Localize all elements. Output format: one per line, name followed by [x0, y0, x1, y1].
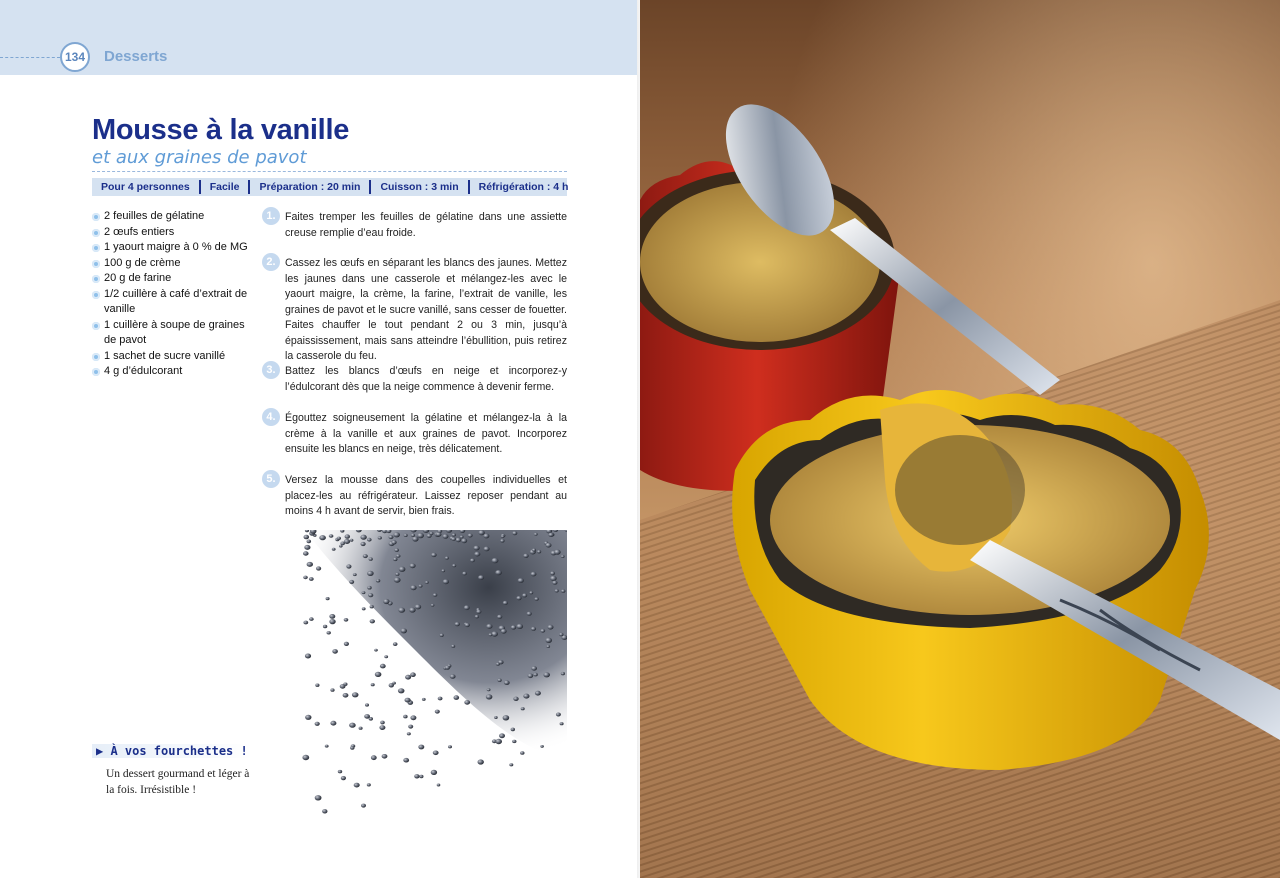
- step-number: 4.: [262, 408, 280, 426]
- poppy-seed: [329, 619, 335, 624]
- poppy-seed: [304, 535, 310, 540]
- poppy-seed: [511, 728, 515, 732]
- step-text: Égouttez soigneusement la gélatine et mélangez-la à la crème à la vanille et aux graines de pavot. Incorporez ensuite les blancs en neige, très délicatement.: [285, 412, 567, 455]
- poppy-seed: [425, 581, 429, 584]
- poppy-seed: [305, 654, 311, 659]
- poppy-seed: [455, 622, 460, 626]
- poppy-seed: [422, 698, 426, 701]
- poppy-seed: [418, 745, 424, 750]
- poppy-seed: [352, 692, 359, 697]
- poppy-seed: [521, 707, 525, 710]
- poppy-seed: [362, 607, 366, 610]
- ingredient-text: 2 œufs entiers: [104, 225, 175, 238]
- poppy-seed: [436, 532, 442, 536]
- poppy-seed: [527, 612, 532, 616]
- poppy-seed: [368, 593, 373, 597]
- step-1: [262, 210, 567, 241]
- poppy-seed: [534, 597, 538, 600]
- poppy-seed: [338, 770, 342, 773]
- poppy-seed: [474, 546, 480, 551]
- poppy-seed: [411, 534, 415, 537]
- poppy-seed: [344, 618, 349, 622]
- poppy-seed: [369, 557, 373, 560]
- poppy-seed: [395, 573, 399, 576]
- poppy-seed: [550, 571, 555, 575]
- poppy-seed: [323, 625, 327, 628]
- poppy-seed: [403, 758, 409, 763]
- poppy-seed: [409, 607, 416, 612]
- step-number: 5.: [262, 470, 280, 488]
- poppy-seed: [370, 619, 375, 623]
- poppy-seed: [412, 536, 418, 541]
- poppy-seed: [389, 683, 394, 687]
- poppy-seed: [437, 784, 441, 787]
- ingredient-text: 2 feuilles de gélatine: [104, 210, 205, 222]
- ingredient-item: [92, 256, 252, 272]
- poppy-seed: [452, 564, 456, 567]
- bullet-icon: [92, 260, 100, 268]
- header-band: [0, 0, 640, 75]
- poppy-seed: [430, 532, 434, 535]
- poppy-seed: [315, 795, 322, 800]
- poppy-seed: [307, 540, 312, 544]
- poppy-seed: [332, 649, 338, 654]
- poppy-seed: [353, 573, 357, 576]
- title-divider: [92, 171, 567, 172]
- poppy-seed: [489, 633, 493, 636]
- poppy-seed: [327, 631, 331, 634]
- poppy-seed: [516, 596, 521, 600]
- ingredient-item: [92, 240, 252, 256]
- poppy-seed: [561, 589, 565, 592]
- poppy-seed: [486, 624, 492, 629]
- poppy-seed: [379, 725, 385, 730]
- poppy-seed: [405, 675, 411, 680]
- poppy-seed: [529, 591, 533, 594]
- poppy-seed: [554, 550, 561, 555]
- poppy-seed: [468, 534, 473, 538]
- bullet-icon: [92, 368, 100, 376]
- poppy-seed: [398, 607, 405, 612]
- poppy-seed: [408, 725, 413, 729]
- poppy-seed: [531, 627, 536, 631]
- bullet-icon: [92, 322, 100, 330]
- poppy-seed: [522, 593, 527, 597]
- poppy-seed: [478, 530, 484, 535]
- poppy-seed: [322, 809, 327, 813]
- poppy-seed: [374, 649, 378, 652]
- poppy-seed: [392, 540, 397, 544]
- poppy-seed: [537, 550, 541, 553]
- poppy-seed: [509, 763, 513, 766]
- step-4: [262, 411, 567, 458]
- poppy-seed: [498, 679, 502, 682]
- poppy-seed: [326, 597, 330, 600]
- ingredient-item: [92, 225, 252, 241]
- info-preparation: Préparation : 20 min: [250, 180, 371, 194]
- poppy-seed: [393, 558, 397, 562]
- poppy-seed: [548, 533, 554, 537]
- step-number: 2.: [262, 253, 280, 271]
- poppy-seed: [305, 715, 311, 720]
- poppy-seed: [528, 674, 534, 679]
- poppy-seed: [513, 697, 518, 701]
- poppy-seed: [435, 710, 440, 714]
- dessert-photo: [640, 0, 1280, 878]
- step-text: Versez la mousse dans des coupelles individuelles et placez-les au réfrigérateur. Laissez reposer pendant au moins 4 h avant de servir, bien frais.: [285, 474, 567, 517]
- poppy-seed: [520, 751, 524, 755]
- info-cooking: Cuisson : 3 min: [371, 180, 469, 194]
- poppy-seed: [550, 576, 557, 581]
- poppy-seed: [495, 570, 502, 575]
- poppy-seed: [303, 576, 308, 580]
- poppy-seed: [414, 774, 419, 778]
- poppy-seed: [349, 723, 356, 728]
- bullet-icon: [92, 353, 100, 361]
- poppy-seed: [495, 739, 502, 744]
- poppy-seed: [561, 672, 565, 675]
- poppy-seed: [523, 694, 529, 699]
- poppy-seed: [543, 672, 550, 677]
- poppy-seed: [494, 716, 498, 719]
- ingredient-text: 20 g de farine: [104, 272, 172, 284]
- poppy-seed: [540, 629, 545, 633]
- poppy-seed: [365, 703, 369, 706]
- poppy-seed: [504, 680, 510, 685]
- poppy-seed: [517, 624, 524, 629]
- poppy-seed: [431, 770, 437, 775]
- poppy-seed: [478, 759, 484, 764]
- poppy-seed: [532, 548, 536, 551]
- poppy-seed: [303, 621, 308, 625]
- page-number: 134: [60, 42, 90, 72]
- poppy-seed: [503, 601, 508, 605]
- poppy-seed: [561, 555, 565, 558]
- poppy-seed: [394, 577, 401, 582]
- poppy-seed: [443, 534, 449, 539]
- ingredient-text: 1 sachet de sucre vanillé: [104, 349, 226, 362]
- poppy-seed: [433, 593, 437, 596]
- poppy-seed: [470, 559, 475, 563]
- poppy-seed: [560, 722, 564, 725]
- poppy-seed: [440, 634, 444, 637]
- poppy-seed: [380, 664, 386, 669]
- poppy-seed: [465, 623, 470, 627]
- poppy-seed: [546, 543, 552, 548]
- poppy-seed: [330, 721, 336, 726]
- poppy-seed: [380, 721, 385, 725]
- ingredient-item: [92, 287, 252, 318]
- poppy-seed: [442, 569, 446, 572]
- poppy-seed: [452, 533, 456, 536]
- poppy-seed: [511, 625, 516, 629]
- ingredient-text: 1 cuillère à soupe de graines de pavot: [104, 318, 245, 346]
- step-text: Cassez les œufs en séparant les blancs des jaunes. Mettez les jaunes dans une casserole et mélangez-les avec le yaourt maigre, la crème, la farine, l’extrait de vanille, les graines de pavot et le sucre vanillé, sans cesser de fouetter. Faites chauffer le tout pendant 2 ou 3 min, jusqu’à épaississement, mais sans atteindre l’ébullition, puis retirez la casserole du feu.: [285, 257, 567, 362]
- poppy-seed: [354, 783, 360, 788]
- poppy-seed: [531, 572, 537, 577]
- poppy-seed: [371, 755, 377, 760]
- ingredient-item: [92, 209, 252, 225]
- step-2: [262, 256, 567, 365]
- poppy-seed: [316, 566, 321, 570]
- poppy-seed: [503, 715, 510, 720]
- poppy-seed: [501, 535, 505, 538]
- poppy-seed: [417, 533, 424, 538]
- poppy-seed: [396, 554, 401, 558]
- poppy-seed: [319, 535, 326, 540]
- poppy-seed: [443, 579, 449, 584]
- poppy-seed: [340, 684, 346, 689]
- poppy-seed: [531, 666, 537, 671]
- poppy-seed: [349, 580, 354, 584]
- bullet-icon: [92, 213, 100, 221]
- tip-title-text: À vos fourchettes !: [110, 744, 248, 758]
- poppy-seed: [534, 533, 538, 536]
- bullet-icon: [92, 291, 100, 299]
- poppy-seed: [343, 693, 349, 698]
- poppy-seed: [552, 581, 557, 585]
- poppy-seed: [337, 537, 341, 540]
- poppy-seed: [445, 666, 450, 670]
- poppy-seed: [419, 775, 423, 778]
- poppy-seed: [404, 534, 408, 537]
- info-difficulty: Facile: [201, 180, 251, 194]
- info-servings: Pour 4 personnes: [92, 180, 201, 194]
- poppy-seed: [367, 783, 371, 786]
- poppy-seed: [433, 751, 439, 756]
- poppy-seed: [460, 535, 464, 538]
- poppy-seed: [363, 554, 368, 558]
- poppy-seed: [476, 610, 481, 614]
- poppy-seed: [371, 683, 375, 686]
- poppy-seed: [370, 605, 374, 608]
- poppy-seed: [329, 614, 335, 619]
- step-text: Battez les blancs d’œufs en neige et incorporez-y l’édulcorant dès que la neige commence à devenir ferme.: [285, 365, 567, 393]
- poppy-seed: [496, 663, 500, 666]
- poppy-seed: [497, 615, 502, 619]
- poppy-seed: [484, 547, 490, 552]
- step-3: [262, 364, 567, 395]
- poppy-seed: [478, 575, 484, 580]
- tip-text: Un dessert gourmand et léger à la fois. Irrésistible !: [106, 768, 250, 796]
- poppy-seed: [475, 615, 479, 618]
- poppy-seed: [315, 684, 319, 687]
- poppy-seed: [545, 638, 552, 643]
- poppy-seed: [303, 551, 309, 555]
- poppy-seed: [399, 567, 406, 572]
- poppy-seed: [367, 586, 371, 590]
- poppy-seed: [464, 605, 470, 610]
- poppy-seed: [384, 655, 388, 658]
- poppy-seed: [462, 572, 467, 576]
- poppy-seed: [555, 589, 559, 592]
- poppy-seed: [512, 531, 517, 535]
- poppy-seed: [394, 548, 399, 552]
- poppy-seed: [419, 584, 423, 587]
- poppy-seed: [483, 534, 489, 539]
- poppy-seed: [451, 645, 455, 648]
- poppy-seed: [393, 642, 398, 646]
- poppy-seed: [350, 539, 354, 542]
- poppy-seed: [438, 697, 443, 701]
- poppy-seed: [383, 599, 389, 604]
- poppy-seed: [410, 585, 416, 590]
- poppy-seed: [359, 727, 363, 730]
- poppy-seed: [350, 746, 354, 750]
- poppy-seed: [456, 538, 462, 543]
- poppy-seed: [344, 642, 349, 646]
- poppy-seed: [360, 535, 366, 540]
- poppy-seed: [512, 740, 516, 743]
- poppy-seed: [533, 673, 537, 677]
- poppy-seed: [556, 713, 561, 717]
- poppy-seed: [403, 715, 407, 719]
- step-text: Faites tremper les feuilles de gélatine dans une assiette creuse remplie d’eau froide.: [285, 211, 567, 239]
- poppy-seed: [431, 553, 437, 557]
- tip-title: ▶ À vos fourchettes !: [92, 744, 252, 758]
- poppy-seed: [332, 548, 336, 551]
- poppy-seed: [389, 535, 394, 539]
- poppy-seed: [474, 552, 480, 557]
- poppy-seed: [367, 571, 374, 576]
- poppy-seed: [410, 715, 416, 720]
- poppy-seed: [361, 542, 366, 546]
- poppy-seed: [315, 722, 320, 726]
- poppy-seed: [405, 698, 411, 703]
- poppy-seed: [302, 755, 309, 760]
- ingredient-text: 100 g de crème: [104, 256, 181, 269]
- poppy-seed: [407, 732, 411, 735]
- ingredient-item: [92, 364, 252, 380]
- ingredient-list: [92, 209, 252, 380]
- poppy-seed: [415, 604, 421, 609]
- ingredient-text: 1 yaourt maigre à 0 % de MG: [104, 241, 248, 253]
- poppy-seed: [486, 694, 493, 699]
- poppy-seed: [361, 804, 366, 808]
- poppy-seed: [518, 578, 524, 583]
- poppy-seed: [344, 539, 350, 544]
- poppy-seed: [375, 672, 382, 677]
- poppy-seed: [346, 564, 351, 568]
- poppy-seed: [329, 534, 334, 538]
- poppy-seed: [401, 628, 407, 633]
- poppy-seed: [500, 539, 504, 543]
- poppy-seed: [535, 691, 541, 696]
- step-number: 1.: [262, 207, 280, 225]
- poppy-seed: [393, 532, 400, 537]
- poppy-seed: [487, 688, 491, 691]
- recipe-subtitle: et aux graines de pavot: [92, 147, 307, 168]
- poppy-seed: [325, 745, 329, 748]
- poppy-seed: [431, 604, 435, 607]
- poppy-seed: [491, 631, 498, 636]
- poppy-seed: [454, 695, 460, 700]
- poppy-seed: [501, 629, 507, 634]
- step-5: [262, 473, 567, 520]
- ingredient-text: 1/2 cuillère à café d’extrait de vanille: [104, 287, 248, 315]
- poppy-seed: [410, 672, 416, 677]
- poppy-seed: [330, 688, 334, 691]
- poppy-seed: [451, 537, 456, 541]
- poppy-seed: [362, 591, 366, 594]
- poppy-seed: [540, 745, 544, 748]
- poppy-seed: [367, 538, 372, 542]
- bullet-icon: [92, 244, 100, 252]
- poppy-seed: [559, 633, 563, 637]
- poppy-seed: [464, 700, 470, 705]
- poppy-seeds-image: [265, 530, 567, 830]
- bullet-icon: [92, 275, 100, 283]
- recipe-info-bar: [92, 178, 567, 196]
- poppy-seed: [492, 558, 499, 563]
- poppy-seed: [378, 536, 382, 539]
- info-refrigeration: Réfrigération : 4 h: [478, 181, 569, 193]
- poppy-seed: [461, 538, 467, 543]
- poppy-seed: [345, 534, 350, 538]
- poppy-seed: [548, 625, 554, 630]
- poppy-seed: [546, 645, 550, 648]
- poppy-seed: [445, 556, 449, 559]
- poppy-seed: [364, 714, 370, 719]
- section-title: Desserts: [104, 48, 168, 65]
- poppy-seed: [309, 617, 314, 621]
- poppy-seed: [398, 688, 405, 693]
- header-divider: [0, 57, 60, 58]
- poppy-seed: [382, 754, 388, 759]
- bullet-icon: [92, 229, 100, 237]
- poppy-seed: [341, 776, 346, 780]
- poppy-seed: [450, 674, 456, 679]
- poppy-seed: [523, 554, 528, 558]
- mousse-photo: [640, 0, 1280, 878]
- recipe-title: Mousse à la vanille: [92, 114, 350, 146]
- poppy-seed: [376, 579, 380, 582]
- ingredient-item: [92, 318, 252, 349]
- poppy-seed: [410, 563, 416, 568]
- ingredient-item: [92, 349, 252, 365]
- ingredient-text: 4 g d’édulcorant: [104, 365, 183, 377]
- poppy-seed: [304, 545, 310, 550]
- poppy-seed: [307, 562, 313, 567]
- step-number: 3.: [262, 361, 280, 379]
- poppy-seed: [309, 577, 314, 581]
- poppy-seed: [499, 733, 505, 738]
- poppy-seed: [448, 745, 452, 748]
- ingredient-item: [92, 271, 252, 287]
